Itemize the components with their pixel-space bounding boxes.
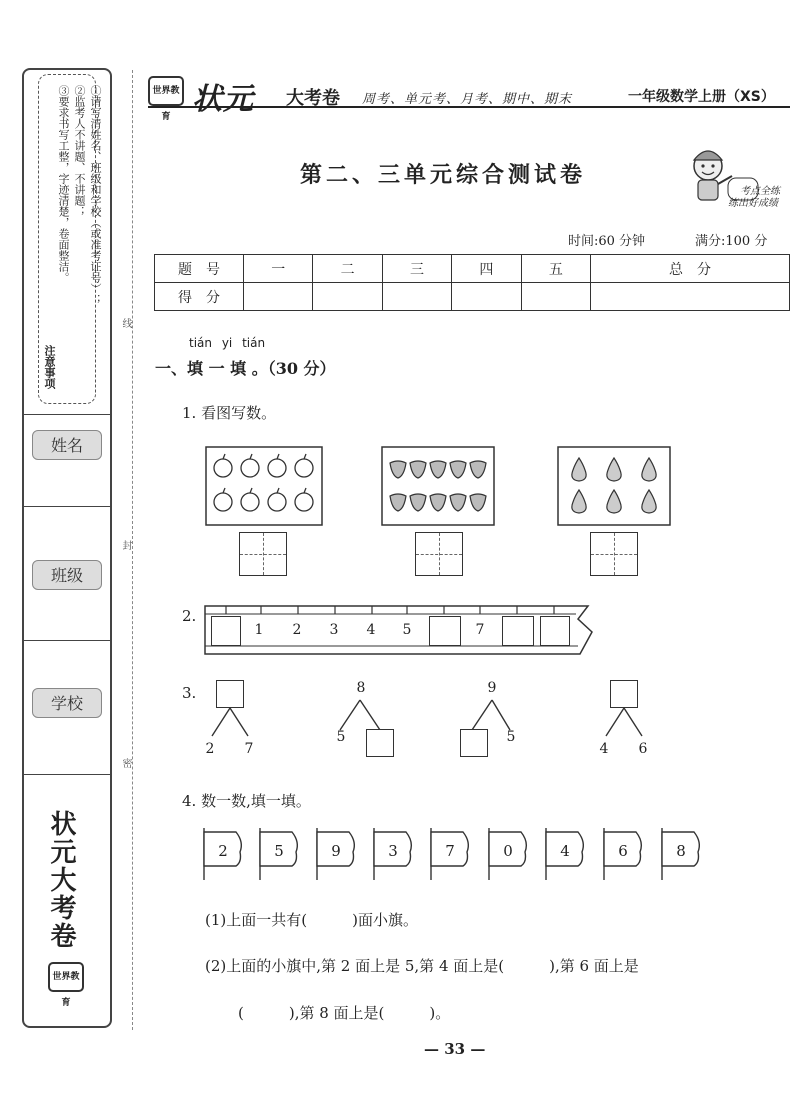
binding-sidebar	[22, 68, 112, 1028]
bond-number: 7	[244, 741, 254, 757]
full-score-info: 满分:100 分	[695, 234, 768, 249]
slogan-line-1: 考点全练	[740, 186, 780, 197]
table-header-cell: 总 分	[591, 255, 790, 283]
sidebar-logo-box: 世界教育	[48, 962, 84, 992]
question-4-sub-2a: (2)上面的小旗中,第 2 面上是 5,第 4 面上是( ),第 6 面上是	[205, 957, 639, 975]
bond-number: 9	[487, 680, 497, 696]
question-2-label: 2.	[182, 607, 197, 625]
class-field-label: 班级	[32, 560, 102, 590]
question-4-sub-2b: ( ),第 8 面上是( )。	[238, 1004, 451, 1022]
notice-title: 注意事项	[43, 345, 56, 389]
score-cell[interactable]	[382, 283, 451, 311]
ribbon-blank-box[interactable]	[429, 616, 461, 646]
score-cell[interactable]	[452, 283, 521, 311]
score-cell[interactable]	[313, 283, 382, 311]
bond-number: 5	[336, 729, 346, 745]
name-field-label: 姓名	[32, 430, 102, 460]
ribbon-number: 7	[475, 622, 485, 638]
table-header-cell: 二	[313, 255, 382, 283]
page-title: 第二、三单元综合测试卷	[300, 162, 587, 188]
ribbon-number: 1	[254, 622, 264, 638]
sidebar-divider	[24, 506, 110, 507]
sidebar-divider	[24, 774, 110, 775]
notice-line: ①请写清姓名、班级和学校（或准考证号）；	[89, 85, 102, 305]
sidebar-divider	[24, 414, 110, 415]
notice-panel	[38, 74, 102, 404]
grade-label: 一年级数学上册（XS）	[628, 89, 775, 105]
table-header-cell: 一	[244, 255, 313, 283]
flag-number: 7	[445, 842, 455, 860]
flag-number: 4	[560, 842, 570, 860]
flag-number: 2	[218, 842, 228, 860]
brand-name: 状元	[192, 82, 254, 117]
header-logo-box: 世界教育	[148, 76, 184, 106]
page-number: — 33 —	[424, 1040, 486, 1058]
score-table	[154, 254, 790, 311]
flag-number: 0	[503, 842, 513, 860]
ribbon-blank-box[interactable]	[540, 616, 570, 646]
answer-grid-strawberries[interactable]	[415, 532, 463, 576]
table-header-cell: 五	[521, 255, 590, 283]
ribbon-number: 5	[402, 622, 412, 638]
header-rule	[148, 106, 790, 108]
bond-number: 6	[638, 741, 648, 757]
sidebar-logo	[44, 810, 92, 950]
brand-subtitle: 大考卷	[286, 88, 340, 109]
table-header-cell: 三	[382, 255, 451, 283]
question-1-label: 1. 看图写数。	[182, 404, 277, 422]
question-4-sub-1: (1)上面一共有( )面小旗。	[205, 911, 418, 929]
flag-number: 6	[618, 842, 628, 860]
table-header-cell: 题 号	[155, 255, 244, 283]
table-row	[155, 255, 790, 283]
flag-number: 3	[388, 842, 398, 860]
seal-label-line: 线	[120, 318, 131, 328]
cut-line	[132, 70, 133, 1030]
score-cell[interactable]	[244, 283, 313, 311]
ribbon-number: 3	[329, 622, 339, 638]
flag-number: 9	[331, 842, 341, 860]
table-label-cell: 得 分	[155, 283, 244, 311]
sidebar-divider	[24, 640, 110, 641]
table-header-cell: 四	[452, 255, 521, 283]
notice-line: ③要求书写工整，字迹清楚，卷面整洁。	[57, 85, 70, 283]
exam-tags: 周考、单元考、月考、期中、期末	[362, 92, 573, 107]
school-field-label: 学校	[32, 688, 102, 718]
bond-number: 4	[599, 741, 609, 757]
bond-blank-box[interactable]	[610, 680, 638, 708]
apples-picture	[205, 446, 323, 526]
time-info: 时间:60 分钟	[568, 234, 646, 249]
section-pinyin: tián yi tián	[189, 336, 266, 350]
bond-blank-box[interactable]	[216, 680, 244, 708]
ribbon-blank-box[interactable]	[211, 616, 241, 646]
answer-grid-apples[interactable]	[239, 532, 287, 576]
sidebar-logo-text: 状元大考卷	[46, 810, 76, 950]
ribbon-number: 2	[292, 622, 302, 638]
bond-number: 5	[506, 729, 516, 745]
notice-line: ②监考人不讲题、不讲题；	[73, 85, 86, 217]
table-row	[155, 283, 790, 311]
answer-grid-pears[interactable]	[590, 532, 638, 576]
seal-label-secret: 密	[120, 758, 131, 768]
slogan-line-2: 练出好成绩	[728, 198, 778, 209]
score-cell[interactable]	[521, 283, 590, 311]
strawberries-picture	[381, 446, 495, 526]
question-4-label: 4. 数一数,填一填。	[182, 792, 311, 810]
pears-picture	[557, 446, 671, 526]
bond-number: 8	[356, 680, 366, 696]
bond-blank-box[interactable]	[460, 729, 488, 757]
question-3-label: 3.	[182, 684, 197, 702]
ribbon-blank-box[interactable]	[502, 616, 534, 646]
flag-number: 8	[676, 842, 686, 860]
flag-number: 5	[274, 842, 284, 860]
seal-label-seal: 封	[120, 540, 131, 550]
ribbon-number: 4	[366, 622, 376, 638]
notice-lines	[55, 85, 103, 395]
section-heading: 一、填 一 填 。（30 分）	[155, 359, 336, 378]
bond-number: 2	[205, 741, 215, 757]
score-cell[interactable]	[591, 283, 790, 311]
bond-blank-box[interactable]	[366, 729, 394, 757]
